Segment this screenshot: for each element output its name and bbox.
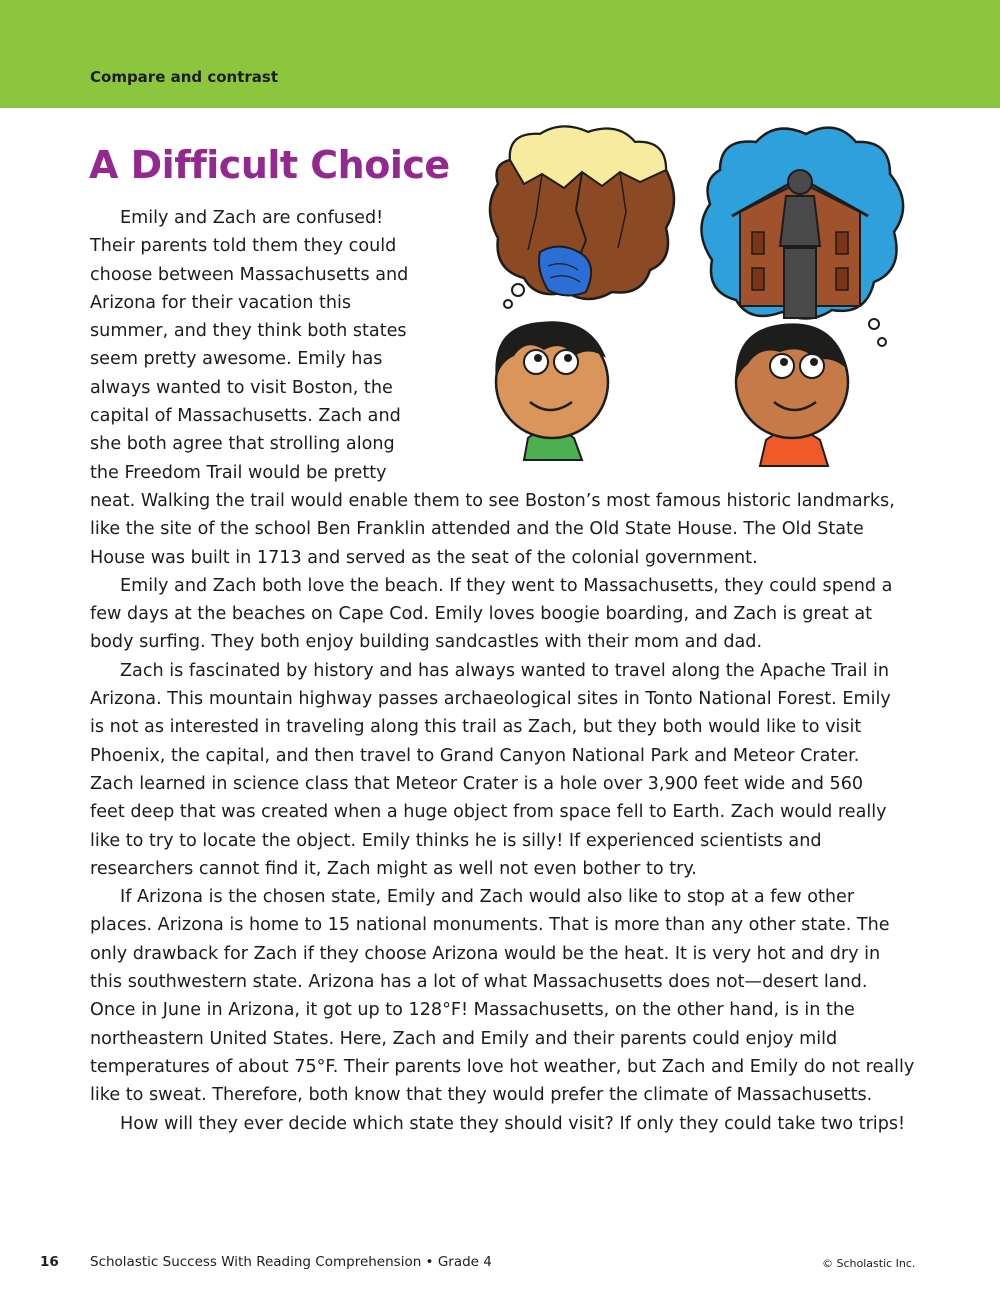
- text-line: seem pretty awesome. Emily has: [90, 349, 383, 370]
- text-line: Zach is fascinated by history and has always wanted to travel along the Apache Trail in: [120, 660, 889, 681]
- text-line: Phoenix, the capital, and then travel to Grand Canyon National Park and Meteor Crater.: [90, 745, 860, 766]
- text-line: capital of Massachusetts. Zach and: [90, 406, 401, 427]
- text-line: House was built in 1713 and served as the seat of the colonial government.: [90, 547, 758, 568]
- page-title: A Difficult Choice: [89, 143, 450, 187]
- text-line: Arizona for their vacation this: [90, 292, 352, 313]
- text-line: neat. Walking the trail would enable them to see Boston’s most famous historic landmarks,: [90, 490, 895, 511]
- section-label: Compare and contrast: [90, 68, 279, 86]
- text-line: like to try to locate the object. Emily thinks he is silly! If experienced scientists and: [90, 830, 822, 851]
- text-line: is not as interested in traveling along this trail as Zach, but they both would like to visit: [90, 717, 862, 738]
- text-line: always wanted to visit Boston, the: [90, 377, 393, 398]
- text-line: Their parents told them they could: [90, 236, 397, 257]
- story-text: [90, 204, 922, 1138]
- text-line: she both agree that strolling along: [90, 434, 395, 455]
- text-line: Zach learned in science class that Meteor Crater is a hole over 3,900 feet wide and 560: [90, 773, 864, 794]
- header-banner: [0, 0, 1000, 108]
- text-line: How will they ever decide which state they should visit? If only they could take two trips!: [120, 1113, 906, 1134]
- text-line: Emily and Zach are confused!: [120, 208, 384, 228]
- series-title: Scholastic Success With Reading Comprehension • Grade 4: [90, 1254, 492, 1270]
- text-line: this southwestern state. Arizona has a lot of what Massachusetts does not—desert land.: [90, 972, 868, 993]
- text-line: Once in June in Arizona, it got up to 128°F! Massachusetts, on the other hand, is in the: [90, 1000, 855, 1021]
- text-line: choose between Massachusetts and: [90, 264, 409, 285]
- text-line: like to sweat. Therefore, both know that they would prefer the climate of Massachusetts.: [90, 1085, 873, 1106]
- text-line: northeastern United States. Here, Zach and Emily and their parents could enjoy mild: [90, 1028, 838, 1049]
- text-line: the Freedom Trail would be pretty: [90, 462, 387, 483]
- text-line: If Arizona is the chosen state, Emily and Zach would also like to stop at a few other: [120, 887, 855, 908]
- text-line: only drawback for Zach if they choose Arizona would be the heat. It is very hot and dry in: [90, 943, 881, 964]
- page-number: 16: [40, 1254, 59, 1270]
- text-line: Emily and Zach both love the beach. If they went to Massachusetts, they could spend a: [120, 575, 893, 596]
- text-line: body surfing. They both enjoy building sandcastles with their mom and dad.: [90, 632, 763, 653]
- text-line: few days at the beaches on Cape Cod. Emily loves boogie boarding, and Zach is great at: [90, 604, 873, 625]
- text-line: temperatures of about 75°F. Their parents love hot weather, but Zach and Emily do not really: [90, 1056, 915, 1077]
- text-line: places. Arizona is home to 15 national monuments. That is more than any other state. The: [90, 915, 890, 936]
- text-line: feet deep that was created when a huge object from space fell to Earth. Zach would really: [90, 802, 887, 823]
- copyright-notice: © Scholastic Inc.: [822, 1257, 916, 1270]
- text-line: summer, and they think both states: [90, 321, 407, 342]
- text-line: Arizona. This mountain highway passes archaeological sites in Tonto National Forest. Emily: [90, 689, 891, 710]
- text-line: like the site of the school Ben Franklin attended and the Old State House. The Old State: [90, 519, 864, 540]
- text-line: researchers cannot find it, Zach might as well not even bother to try.: [90, 858, 697, 879]
